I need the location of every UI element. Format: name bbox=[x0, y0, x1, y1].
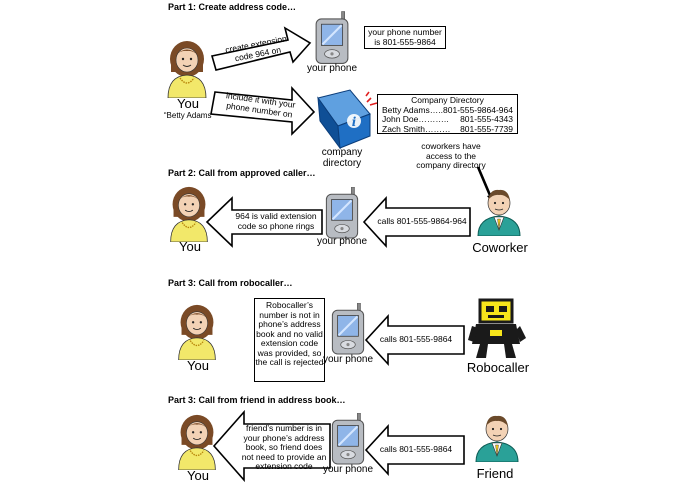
call-text: calls 801-555-9864-964 bbox=[377, 216, 467, 226]
you-label: You bbox=[187, 358, 209, 373]
phone-label: your phone bbox=[316, 236, 368, 247]
arrow1-text: create extension code 964 on bbox=[224, 33, 288, 63]
caller-label: Coworker bbox=[472, 240, 528, 255]
arrow2-text: include it with your phone number on bbox=[225, 90, 297, 120]
part3-heading: Part 3: Call from robocaller… bbox=[168, 278, 293, 288]
directory-row-name: Zach Smith……… bbox=[382, 123, 451, 134]
you-label: You bbox=[177, 96, 199, 111]
phone-label: your phone bbox=[322, 354, 374, 365]
directory-label: company directory bbox=[321, 147, 363, 169]
result-text: friend’s number is in your phone’s address book, so friend does not need to provide an extension code bbox=[241, 423, 327, 471]
phone-label: your phone bbox=[322, 464, 374, 475]
call-text: calls 801-555-9864 bbox=[379, 334, 453, 344]
directory-row-name: John Doe……….. bbox=[382, 114, 449, 124]
access-note: coworkers have access to the company directory bbox=[416, 141, 486, 170]
directory-title: Company Directory bbox=[411, 95, 484, 105]
call-text: calls 801-555-9864 bbox=[379, 444, 453, 454]
result-text: 964 is valid extension code so phone rings bbox=[235, 211, 317, 231]
part1-heading: Part 1: Create address code… bbox=[168, 2, 297, 12]
part4-heading: Part 3: Call from friend in address book… bbox=[168, 395, 346, 405]
you-label: You bbox=[179, 239, 201, 254]
directory-row-number: 801-555-4343 bbox=[460, 114, 513, 124]
part2-heading: Part 2: Call from approved caller… bbox=[168, 168, 316, 178]
caller-label: Robocaller bbox=[466, 360, 530, 375]
svg-text:i: i bbox=[351, 115, 357, 129]
directory-row-name: Betty Adams….. bbox=[382, 104, 443, 115]
phone-label: your phone bbox=[306, 63, 358, 74]
phone-icon bbox=[330, 413, 366, 465]
directory-row-number: 801-555-7739 bbox=[460, 123, 513, 134]
you-label: You bbox=[187, 468, 209, 483]
phone-number-box: your phone number is 801-555-9864 bbox=[364, 26, 446, 49]
directory-row-number: 801-555-9864-964 bbox=[443, 104, 513, 115]
friend-icon bbox=[472, 412, 522, 462]
reject-box: Robocaller’s number is not in phone’s address book and no valid extension code was provided, so the call is rejected bbox=[254, 298, 325, 382]
you-name: “Betty Adams” bbox=[163, 111, 215, 120]
caller-label: Friend bbox=[476, 466, 514, 481]
